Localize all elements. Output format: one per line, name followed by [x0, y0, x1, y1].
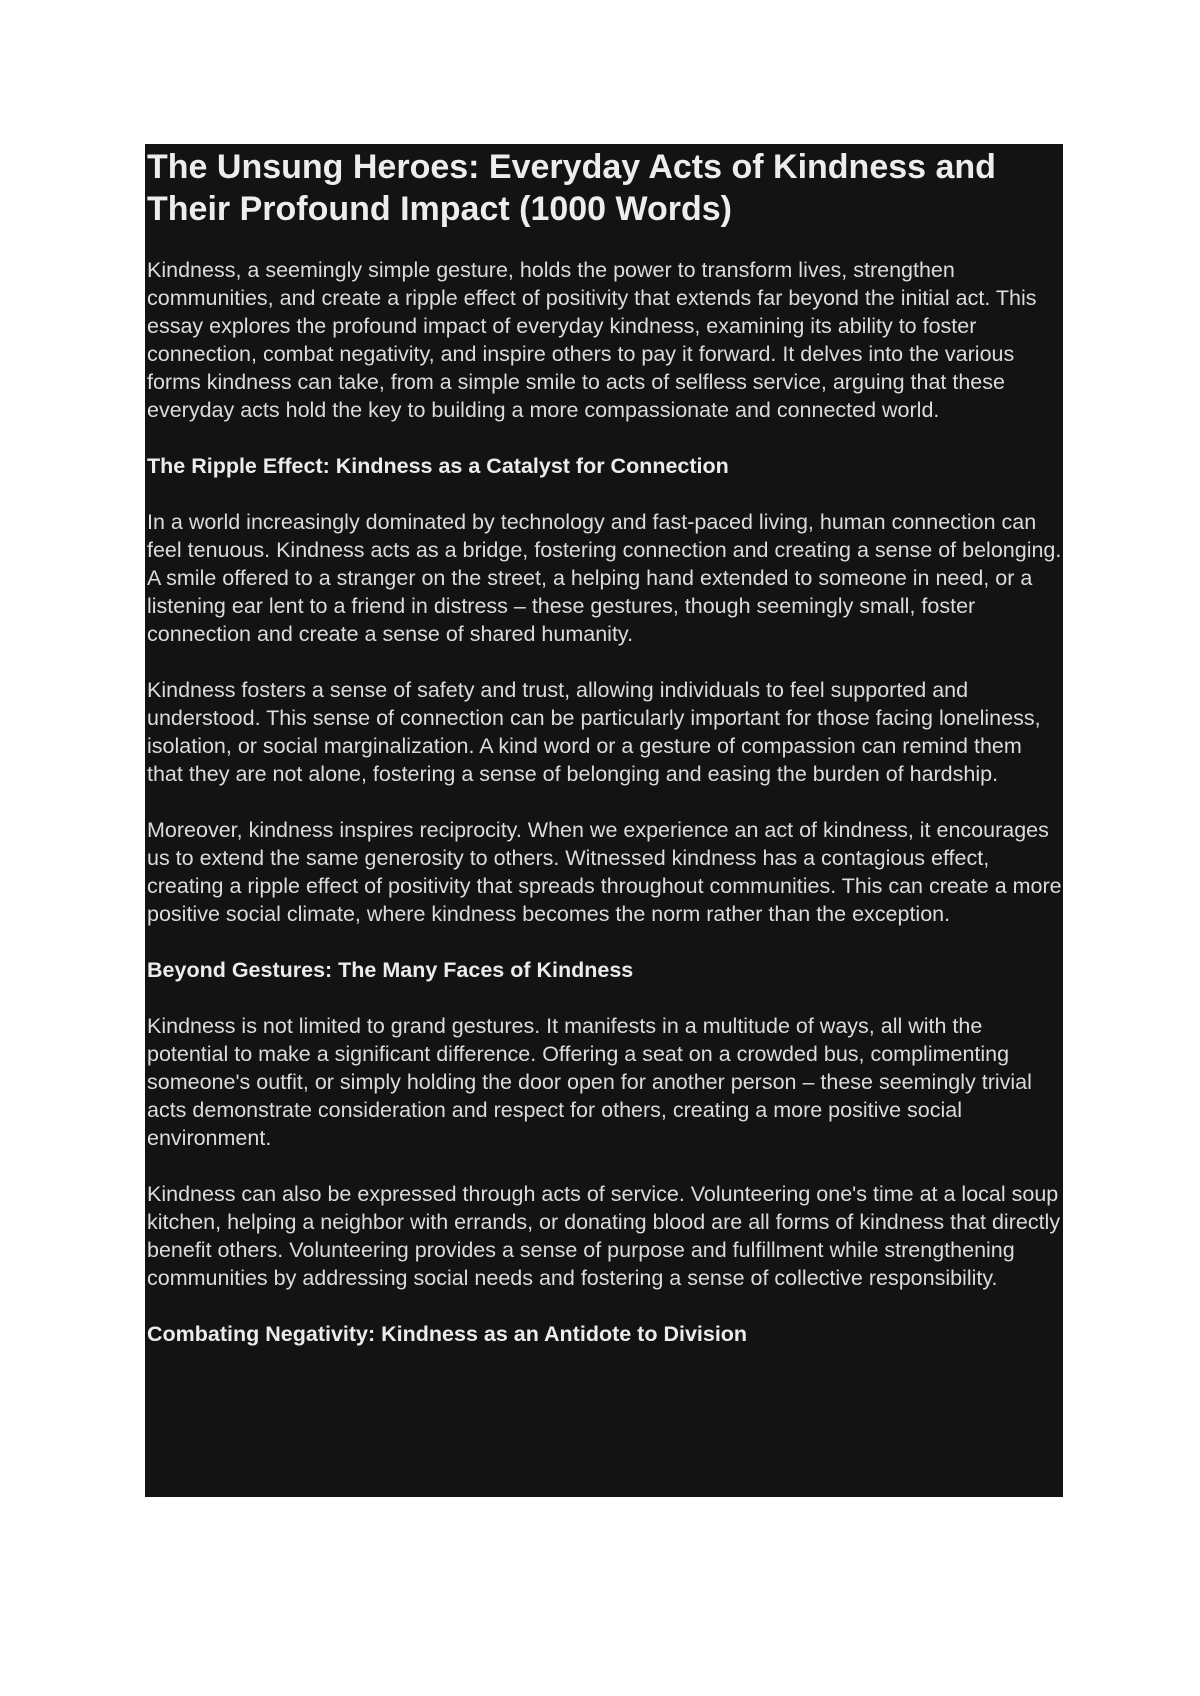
body-paragraph: Kindness is not limited to grand gestures. It manifests in a multitude of ways, all with the potential to make a significant difference. Offering a seat on a crowded bus, complimenting someone's outfit, or simply holding the door open for another person – these seemingly trivial acts demonstrate consideration and respect for others, creating a more positive social environment. [147, 1014, 1032, 1150]
body-paragraph: Kindness fosters a sense of safety and trust, allowing individuals to feel supported and understood. This sense of connection can be particularly important for those facing loneliness, isolation, or social marginalization. A kind word or a gesture of compassion can remind them that they are not alone, fostering a sense of belonging and easing the burden of hardship. [147, 678, 1041, 786]
spacer [145, 480, 1063, 508]
body-paragraph: Kindness can also be expressed through acts of service. Volunteering one's time at a local soup kitchen, helping a neighbor with errands, or donating blood are all forms of kindness that directly benefit others. Volunteering provides a sense of purpose and fulfillment while strengthening communities by addressing social needs and fostering a sense of collective responsibility. [147, 1182, 1061, 1290]
spacer [145, 648, 1063, 676]
body-paragraph: In a world increasingly dominated by technology and fast-paced living, human connection can feel tenuous. Kindness acts as a bridge, fostering connection and creating a sense of belonging. A smile offered to a stranger on the street, a helping hand extended to someone in need, or a listening ear lent to a friend in distress – these gestures, though seemingly small, foster connection and create a sense of shared humanity. [147, 510, 1062, 646]
spacer [145, 984, 1063, 1012]
section-heading-beyond-gestures: Beyond Gestures: The Many Faces of Kindness [147, 958, 634, 982]
section-heading-combating-negativity: Combating Negativity: Kindness as an Antidote to Division [147, 1322, 748, 1346]
spacer [145, 1152, 1063, 1180]
essay-content [145, 144, 1063, 1497]
section-heading-ripple-effect: The Ripple Effect: Kindness as a Catalyst for Connection [147, 454, 729, 478]
intro-paragraph: Kindness, a seemingly simple gesture, holds the power to transform lives, strengthen communities, and create a ripple effect of positivity that extends far beyond the initial act. This essay explores the profound impact of everyday kindness, examining its ability to foster connection, combat negativity, and inspire others to pay it forward. It delves into the various forms kindness can take, from a simple smile to acts of selfless service, arguing that these everyday acts hold the key to building a more compassionate and connected world. [147, 258, 1037, 422]
spacer [145, 1292, 1063, 1320]
spacer [145, 424, 1063, 452]
spacer [145, 928, 1063, 956]
spacer [145, 230, 1063, 256]
essay-title: The Unsung Heroes: Everyday Acts of Kindness and Their Profound Impact (1000 Words) [147, 148, 996, 228]
spacer [145, 788, 1063, 816]
body-paragraph: Moreover, kindness inspires reciprocity. When we experience an act of kindness, it encourages us to extend the same generosity to others. Witnessed kindness has a contagious effect, creating a ripple effect of positivity that spreads throughout communities. This can create a more positive social climate, where kindness becomes the norm rather than the exception. [147, 818, 1062, 926]
